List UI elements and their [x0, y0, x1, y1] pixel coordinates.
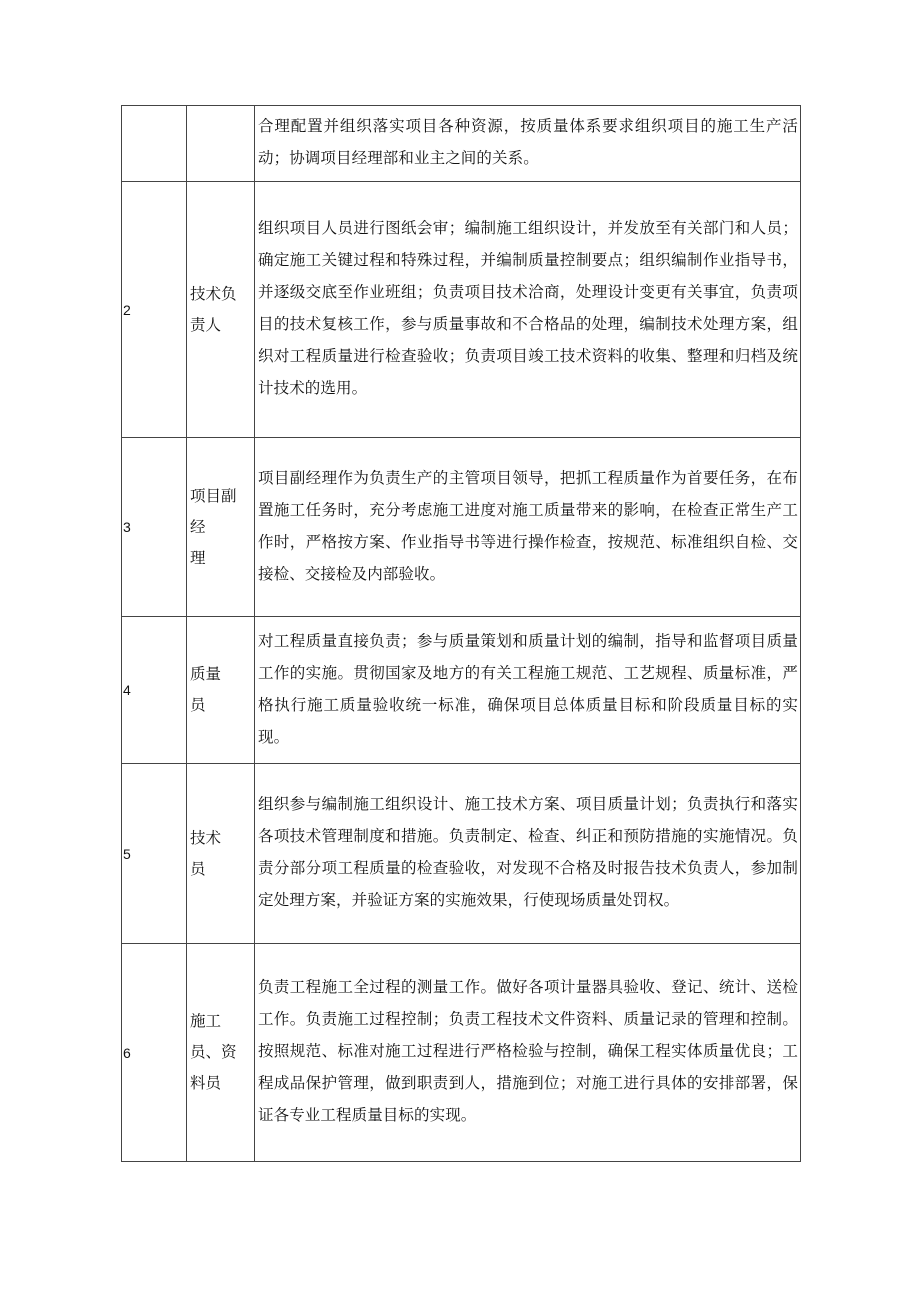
role-line: 经 — [190, 517, 206, 536]
role-line: 员、资 — [190, 1043, 237, 1061]
role-cell — [187, 944, 255, 1162]
duty-description: 组织参与编制施工组织设计、施工技术方案、项目质量计划；负责执行和落实各项技术管理制度和措施。负责制定、检查、纠正和预防措施的实施情况。负责分部分项工程质量的检查验收，对发现不合格及时报告技术负责人，参加制定处理方案，并验证方案的实施效果，行使现场质量处罚权。 — [255, 764, 801, 944]
table-row — [122, 944, 801, 1162]
row-number: 4 — [122, 617, 187, 764]
table-row — [122, 617, 801, 764]
table-row — [122, 764, 801, 944]
role-line: 理 — [190, 548, 206, 567]
role-line: 质量 — [190, 665, 222, 683]
responsibility-table — [121, 105, 801, 1162]
row-number: 2 — [122, 182, 187, 438]
table-row — [122, 106, 801, 182]
row-number: 3 — [122, 438, 187, 617]
role-line: 技术 — [190, 828, 222, 847]
role-cell — [187, 182, 255, 438]
role-cell — [187, 764, 255, 944]
role-line: 技术负 — [190, 284, 237, 303]
role-cell — [187, 617, 255, 764]
role-line: 项目副 — [190, 486, 237, 505]
role-line: 责人 — [190, 315, 222, 334]
table-row — [122, 438, 801, 617]
role-line: 员 — [190, 696, 206, 714]
role-line: 料员 — [190, 1074, 222, 1092]
duty-description: 合理配置并组织落实项目各种资源，按质量体系要求组织项目的施工生产活动；协调项目经理部和业主之间的关系。 — [255, 106, 801, 182]
row-number: 6 — [122, 944, 187, 1162]
duty-description: 负责工程施工全过程的测量工作。做好各项计量器具验收、登记、统计、送检工作。负责施工过程控制；负责工程技术文件资料、质量记录的管理和控制。按照规范、标准对施工过程进行严格检验与控制，确保工程实体质量优良；工程成品保护管理，做到职责到人，措施到位；对施工进行具体的安排部署，保证各专业工程质量目标的实现。 — [255, 944, 801, 1162]
row-number — [122, 106, 187, 182]
row-number: 5 — [122, 764, 187, 944]
role-line: 施工 — [190, 1012, 222, 1030]
table-row — [122, 182, 801, 438]
duty-description: 对工程质量直接负责；参与质量策划和质量计划的编制，指导和监督项目质量工作的实施。贯彻国家及地方的有关工程施工规范、工艺规程、质量标准，严格执行施工质量验收统一标准，确保项目总体质量目标和阶段质量目标的实现。 — [255, 617, 801, 764]
role-cell — [187, 438, 255, 617]
role-line: 员 — [190, 859, 206, 878]
role-cell — [187, 106, 255, 182]
duty-description: 项目副经理作为负责生产的主管项目领导，把抓工程质量作为首要任务，在布置施工任务时，充分考虑施工进度对施工质量带来的影响，在检查正常生产工作时，严格按方案、作业指导书等进行操作检查，按规范、标准组织自检、交接检、交接检及内部验收。 — [255, 438, 801, 617]
duty-description: 组织项目人员进行图纸会审；编制施工组织设计，并发放至有关部门和人员；确定施工关键过程和特殊过程，并编制质量控制要点；组织编制作业指导书，并逐级交底至作业班组；负责项目技术洽商，处理设计变更有关事宜，负责项目的技术复核工作，参与质量事故和不合格品的处理，编制技术处理方案，组织对工程质量进行检查验收；负责项目竣工技术资料的收集、整理和归档及统计技术的选用。 — [255, 182, 801, 438]
